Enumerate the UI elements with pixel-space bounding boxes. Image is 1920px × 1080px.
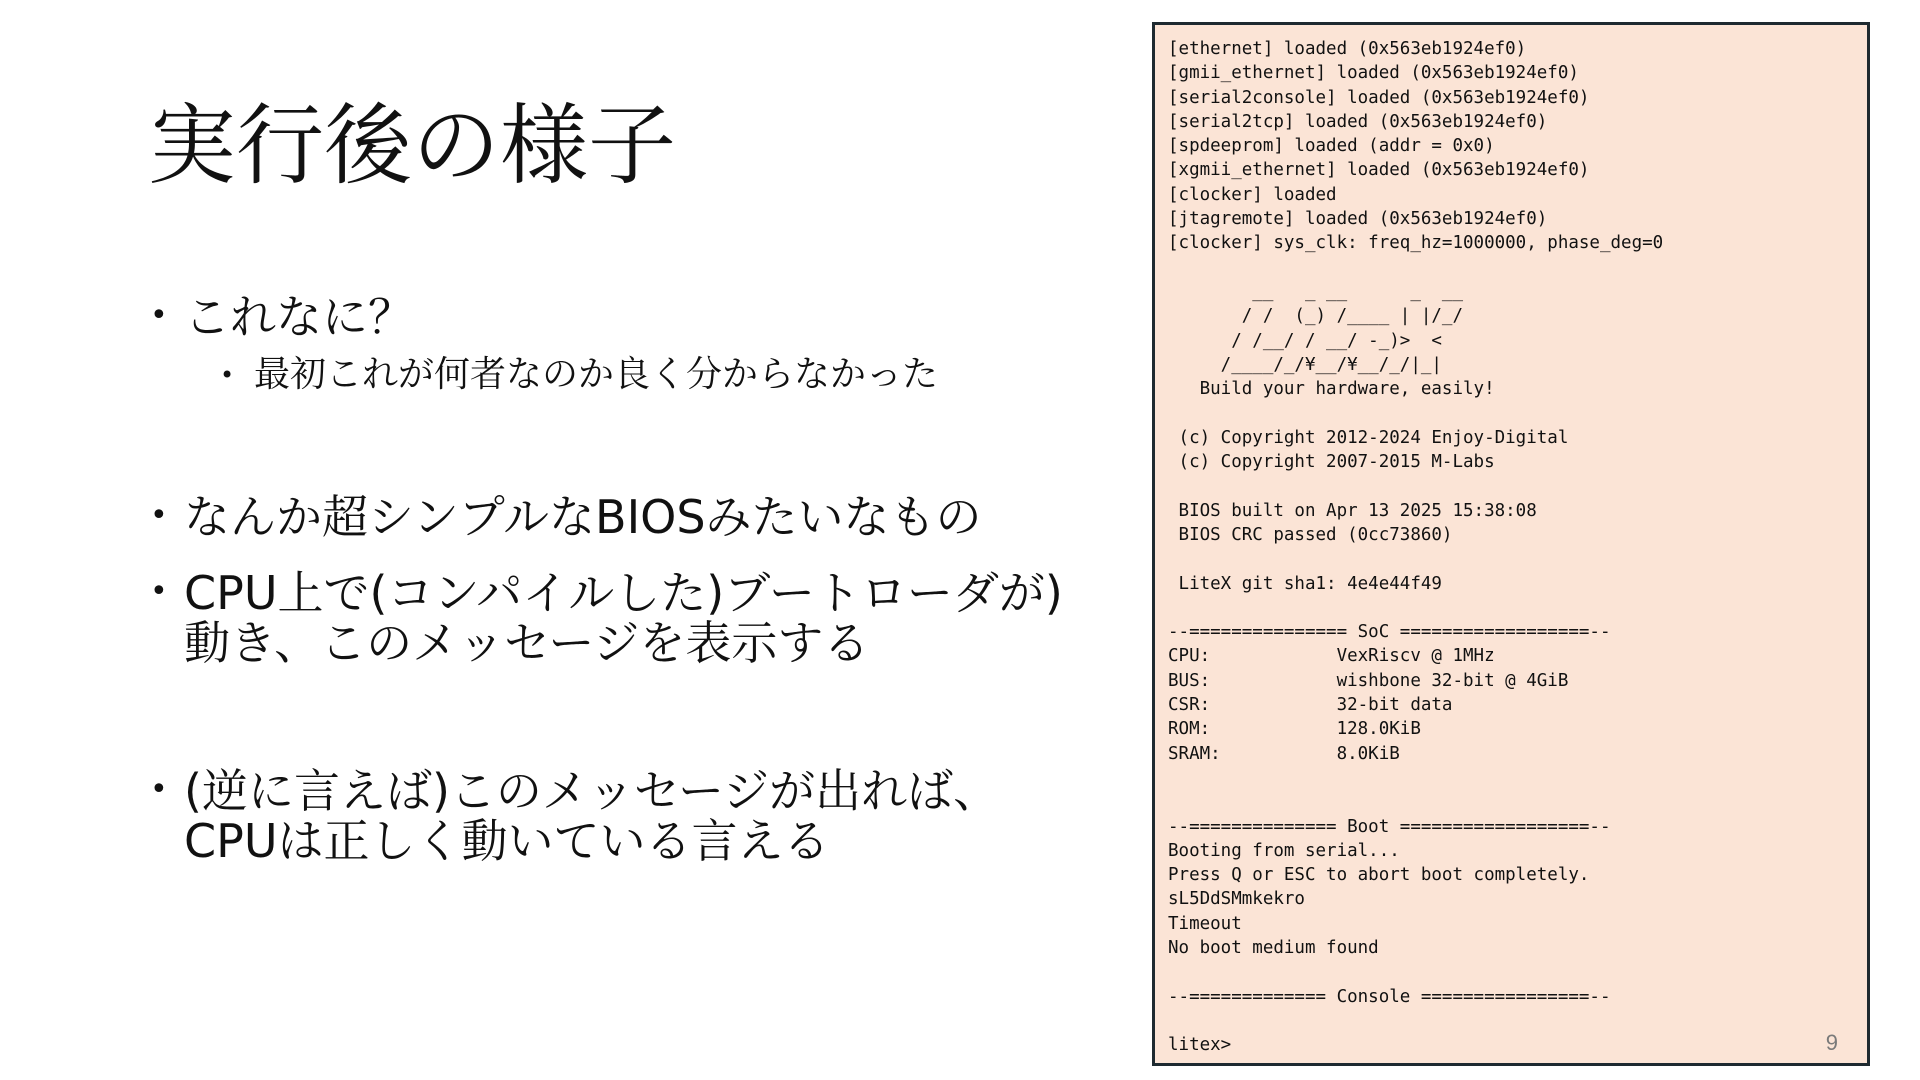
terminal-line: BIOS built on Apr 13 2025 15:38:08 [1168, 500, 1537, 521]
bullet-text-line: (逆に言えば)このメッセージが出れば、 [184, 764, 1000, 818]
sub-bullet-dot: • [220, 361, 235, 389]
terminal-line: (c) Copyright 2007-2015 M-Labs [1168, 452, 1495, 473]
bullet-text-line: CPU上で(コンパイルした)ブートローダが) [184, 566, 1063, 620]
terminal-line: Booting from serial... [1168, 840, 1400, 861]
terminal-line: --============= Console ================-- [1168, 986, 1611, 1007]
terminal-line: ROM: 128.0KiB [1168, 719, 1421, 740]
terminal-line: /____/_/¥__/¥__/_/|_| [1168, 354, 1442, 375]
bullet-dot: • [150, 498, 168, 533]
terminal-line: [clocker] loaded [1168, 184, 1337, 205]
bullet-dot: • [150, 298, 168, 333]
terminal-line: [gmii_ethernet] loaded (0x563eb1924ef0) [1168, 63, 1579, 84]
terminal-line: [clocker] sys_clk: freq_hz=1000000, phase_deg=0 [1168, 233, 1664, 254]
terminal-line: / / (_) /____ | |/_/ [1168, 306, 1464, 327]
bullet-item [150, 490, 982, 544]
bullet-text: なんか超シンプルなBIOSみたいなもの [184, 490, 982, 544]
bullet-text: これなに？ [184, 290, 414, 344]
bullet-item [150, 566, 1063, 620]
sub-bullet-item [220, 354, 938, 396]
terminal-line: SRAM: 8.0KiB [1168, 743, 1400, 764]
terminal-line: [serial2console] loaded (0x563eb1924ef0) [1168, 87, 1590, 108]
page-number: 9 [1825, 1030, 1838, 1055]
terminal-line: __ _ __ _ __ [1168, 281, 1464, 302]
terminal-line: / /__/ / __/ -_)> < [1168, 330, 1442, 351]
terminal-line: [jtagremote] loaded (0x563eb1924ef0) [1168, 209, 1548, 230]
terminal-text [1168, 37, 1663, 1057]
terminal-output-panel [1152, 22, 1870, 1066]
terminal-line: --============== Boot ==================-- [1168, 816, 1611, 837]
terminal-line: Timeout [1168, 913, 1242, 934]
terminal-line: litex> [1168, 1035, 1232, 1056]
bullet-continuation [150, 814, 830, 868]
terminal-line: --=============== SoC ==================-- [1168, 622, 1611, 643]
bullet-continuation [150, 616, 869, 670]
terminal-line: Press Q or ESC to abort boot completely. [1168, 865, 1590, 886]
terminal-line: [xgmii_ethernet] loaded (0x563eb1924ef0) [1168, 160, 1590, 181]
bullet-dot: • [150, 574, 168, 609]
sub-bullet-text: 最初これが何者なのか良く分からなかった [254, 354, 939, 395]
slide-title: 実行後の様子 [148, 94, 677, 197]
terminal-line: CSR: 32-bit data [1168, 695, 1453, 716]
terminal-line: [serial2tcp] loaded (0x563eb1924ef0) [1168, 111, 1548, 132]
terminal-line: [ethernet] loaded (0x563eb1924ef0) [1168, 39, 1527, 59]
bullet-dot: • [150, 772, 168, 807]
terminal-line: Build your hardware, easily! [1168, 379, 1495, 400]
bullet-text-line: CPUは正しく動いている言える [184, 814, 830, 868]
terminal-line: No boot medium found [1168, 937, 1379, 958]
terminal-line: BUS: wishbone 32-bit @ 4GiB [1168, 670, 1569, 691]
bullet-item [150, 290, 414, 344]
bullet-text-line: 動き、このメッセージを表示する [184, 616, 870, 670]
terminal-line: CPU: VexRiscv @ 1MHz [1168, 646, 1495, 667]
terminal-line: LiteX git sha1: 4e4e44f49 [1168, 573, 1442, 594]
bullet-item [150, 764, 999, 818]
terminal-line: BIOS CRC passed (0cc73860) [1168, 524, 1453, 545]
terminal-line: (c) Copyright 2012-2024 Enjoy-Digital [1168, 427, 1569, 448]
terminal-line: [spdeeprom] loaded (addr = 0x0) [1168, 136, 1495, 157]
terminal-line: sL5DdSMmkekro [1168, 889, 1305, 910]
